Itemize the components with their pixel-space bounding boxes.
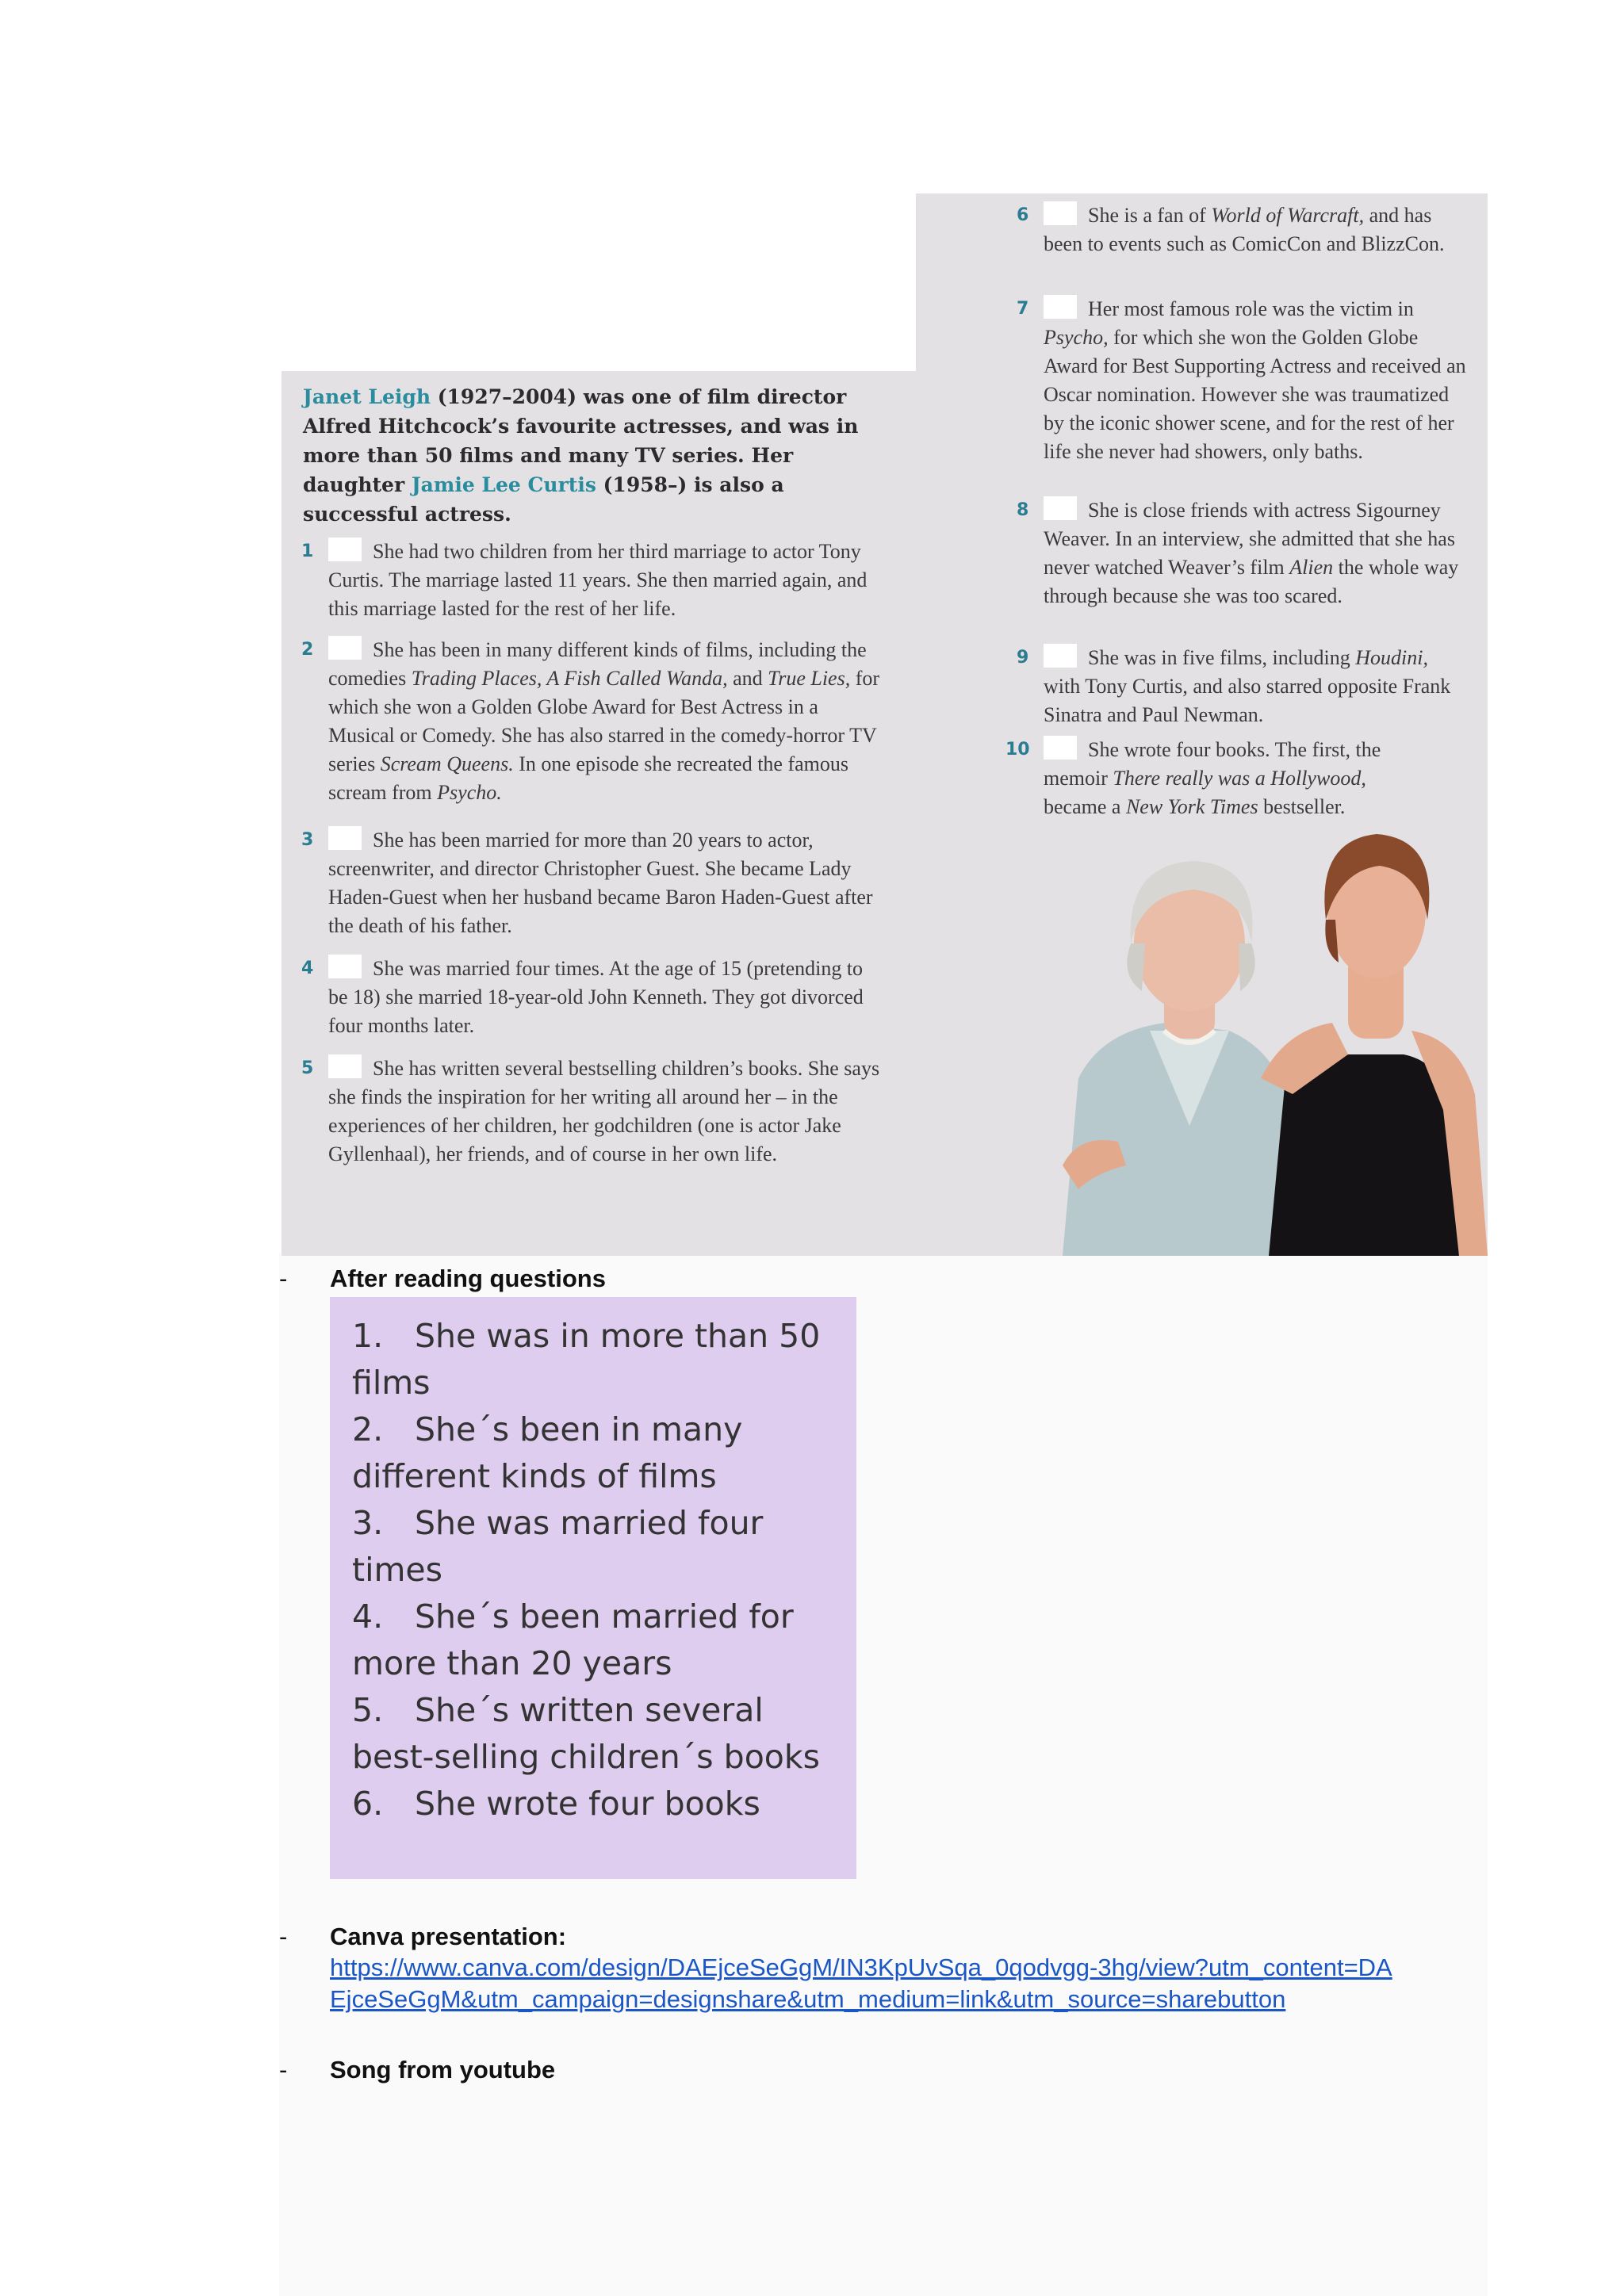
answer-checkbox[interactable] <box>1044 496 1077 520</box>
answer-checkbox[interactable] <box>328 538 362 561</box>
question-4: 4 She was married four times. At the age of 15 (pretending to be 18) she married 18-year-old John Kenneth. They got divorced four months later. <box>328 955 883 1040</box>
answer-checkbox[interactable] <box>328 636 362 660</box>
after-reading-heading: After reading questions <box>330 1265 606 1292</box>
question-10: 10 She wrote four books. The first, the memoir There really was a Hollywood, became a New York Times bestseller. <box>1044 736 1392 821</box>
name-janet-leigh: Janet Leigh <box>303 385 431 408</box>
canva-presentation-link[interactable]: https://www.canva.com/design/DAEjceSeGgM/IN3KpUvSqa_0qodvgg-3hg/view?utm_content=DAEjceSeGgM&utm_campaign=designshare&utm_medium=link&utm_source=sharebutton <box>330 1954 1392 2013</box>
question-2: 2 She has been in many different kinds of films, including the comedies Trading Places, A Fish Called Wanda, and True Lies, for which she won a Golden Globe Award for Best Actress in a Musical or Comedy. She has also starred in the comedy-horror TV series Scream Queens. In one episode she recreated the famous scream from Psycho. <box>328 636 883 807</box>
bullet-marker: - <box>279 2056 288 2084</box>
name-jamie-lee-curtis: Jamie Lee Curtis <box>411 473 596 496</box>
song-from-youtube-label: Song from youtube <box>330 2056 556 2084</box>
answer-item: 3. She was married four times <box>352 1504 764 1589</box>
answer-item: 4. She´s been married for more than 20 years <box>352 1598 794 1682</box>
answer-checkbox[interactable] <box>328 1054 362 1078</box>
question-3: 3 She has been married for more than 20 years to actor, screenwriter, and director Christopher Guest. She became Lady Haden-Guest when her husband became Baron Haden-Guest after the death of his father. <box>328 826 883 940</box>
answer-checkbox[interactable] <box>328 826 362 850</box>
bullet-marker: - <box>279 1923 288 1950</box>
question-9: 9 She was in five films, including Houdini, with Tony Curtis, and also starred opposite Frank Sinatra and Paul Newman. <box>1044 644 1467 729</box>
answer-checkbox[interactable] <box>1044 295 1077 319</box>
bullet-marker: - <box>279 1265 288 1292</box>
answer-item: 6. She wrote four books <box>352 1785 760 1823</box>
question-1: 1 She had two children from her third marriage to actor Tony Curtis. The marriage lasted 11 years. She then married again, and this marriage lasted for the rest of her life. <box>328 538 883 623</box>
answer-item: 2. She´s been in many different kinds of films <box>352 1410 743 1495</box>
question-7: 7 Her most famous role was the victim in Psycho, for which she won the Golden Globe Award for Best Supporting Actress and received an Oscar nomination. However she was traumatized by the iconic shower scene, and for the rest of her life she never had showers, only baths. <box>1044 295 1467 466</box>
answer-checkbox[interactable] <box>1044 201 1077 225</box>
question-8: 8 She is close friends with actress Sigourney Weaver. In an interview, she admitted that she has never watched Weaver’s film Alien the whole way through because she was too scared. <box>1044 496 1467 610</box>
reading-intro: Janet Leigh (1927–2004) was one of film director Alfred Hitchcock’s favourite actresses, and was in more than 50 films and many TV series. Her daughter Jamie Lee Curtis (1958–) is also a successful actress. <box>303 385 859 526</box>
answers-list <box>352 1313 844 1827</box>
answer-checkbox[interactable] <box>1044 736 1077 760</box>
answer-checkbox[interactable] <box>328 955 362 978</box>
actresses-photo <box>1031 793 1488 1256</box>
answer-item: 5. She´s written several best-selling children´s books <box>352 1691 820 1776</box>
question-6: 6 She is a fan of World of Warcraft, and has been to events such as ComicCon and BlizzCon. <box>1044 201 1467 258</box>
answer-item: 1. She was in more than 50 films <box>352 1317 821 1402</box>
answer-checkbox[interactable] <box>1044 644 1077 668</box>
question-5: 5 She has written several bestselling children’s books. She says she finds the inspiration for her writing all around her – in the experiences of her children, her godchildren (one is actor Jake Gyllenhaal), her friends, and of course in her own life. <box>328 1054 883 1169</box>
canva-presentation-label: Canva presentation: <box>330 1923 567 1950</box>
